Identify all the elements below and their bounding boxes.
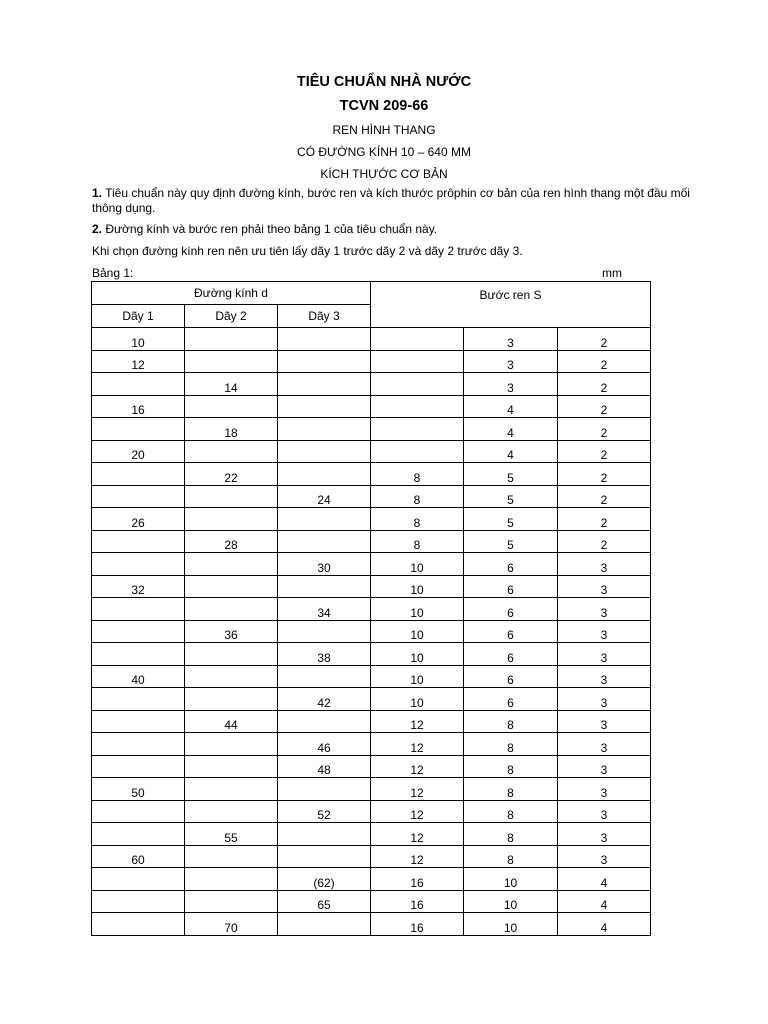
pitch-medium-cell: 6 bbox=[464, 665, 558, 688]
series-2-cell bbox=[185, 688, 278, 711]
series-2-cell bbox=[185, 553, 278, 576]
pitch-large-cell: 10 bbox=[371, 575, 464, 598]
series-1-cell bbox=[92, 485, 185, 508]
series-1-cell bbox=[92, 868, 185, 891]
table-row bbox=[92, 733, 651, 756]
series-2-cell bbox=[185, 350, 278, 373]
series-2-cell: 70 bbox=[185, 913, 278, 936]
table-row bbox=[92, 328, 651, 351]
pitch-small-cell: 3 bbox=[558, 688, 651, 711]
pitch-large-cell: 12 bbox=[371, 755, 464, 778]
subtitle-diameter-range: CÓ ĐƯỜNG KÍNH 10 – 640 MM bbox=[297, 145, 471, 159]
table-row bbox=[92, 508, 651, 531]
pitch-large-cell: 8 bbox=[371, 530, 464, 553]
paragraph-1-number: 1. bbox=[92, 186, 103, 200]
table-row bbox=[92, 778, 651, 801]
pitch-medium-cell: 8 bbox=[464, 800, 558, 823]
pitch-large-cell: 12 bbox=[371, 710, 464, 733]
pitch-large-cell: 8 bbox=[371, 508, 464, 531]
header-diameter: Đường kính d bbox=[92, 282, 371, 305]
pitch-small-cell: 3 bbox=[558, 755, 651, 778]
table-row bbox=[92, 418, 651, 441]
table-row bbox=[92, 890, 651, 913]
header-pitch: Bước ren S bbox=[371, 282, 651, 328]
series-3-cell: (62) bbox=[278, 868, 371, 891]
series-3-cell bbox=[278, 530, 371, 553]
pitch-large-cell: 16 bbox=[371, 890, 464, 913]
pitch-medium-cell: 8 bbox=[464, 778, 558, 801]
series-3-cell: 34 bbox=[278, 598, 371, 621]
series-2-cell bbox=[185, 778, 278, 801]
pitch-medium-cell: 10 bbox=[464, 890, 558, 913]
table-row bbox=[92, 710, 651, 733]
series-1-cell bbox=[92, 755, 185, 778]
series-1-cell bbox=[92, 553, 185, 576]
series-1-cell bbox=[92, 710, 185, 733]
table-row bbox=[92, 553, 651, 576]
pitch-small-cell: 2 bbox=[558, 373, 651, 396]
document-title: TIÊU CHUẨN NHÀ NƯỚC bbox=[296, 74, 472, 90]
pitch-medium-cell: 8 bbox=[464, 733, 558, 756]
pitch-large-cell: 12 bbox=[371, 778, 464, 801]
series-2-cell: 36 bbox=[185, 620, 278, 643]
series-3-cell: 30 bbox=[278, 553, 371, 576]
pitch-medium-cell: 5 bbox=[464, 530, 558, 553]
pitch-small-cell: 3 bbox=[558, 643, 651, 666]
series-3-cell bbox=[278, 845, 371, 868]
table-row bbox=[92, 485, 651, 508]
pitch-medium-cell: 6 bbox=[464, 575, 558, 598]
series-2-cell: 14 bbox=[185, 373, 278, 396]
series-2-cell bbox=[185, 733, 278, 756]
pitch-large-cell bbox=[371, 328, 464, 351]
pitch-medium-cell: 4 bbox=[464, 440, 558, 463]
table-row bbox=[92, 463, 651, 486]
pitch-small-cell: 3 bbox=[558, 800, 651, 823]
series-3-cell: 42 bbox=[278, 688, 371, 711]
series-3-cell bbox=[278, 823, 371, 846]
series-1-cell bbox=[92, 913, 185, 936]
pitch-small-cell: 2 bbox=[558, 530, 651, 553]
pitch-small-cell: 3 bbox=[558, 598, 651, 621]
series-1-cell: 26 bbox=[92, 508, 185, 531]
series-1-cell bbox=[92, 823, 185, 846]
table-row bbox=[92, 373, 651, 396]
pitch-small-cell: 3 bbox=[558, 778, 651, 801]
pitch-small-cell: 2 bbox=[558, 395, 651, 418]
series-1-cell bbox=[92, 463, 185, 486]
pitch-small-cell: 3 bbox=[558, 710, 651, 733]
series-1-cell: 40 bbox=[92, 665, 185, 688]
series-3-cell bbox=[278, 710, 371, 733]
series-2-cell bbox=[185, 328, 278, 351]
pitch-small-cell: 4 bbox=[558, 868, 651, 891]
series-3-cell bbox=[278, 395, 371, 418]
paragraph-1-text: Tiêu chuẩn này quy định đường kính, bước ren và kích thước prôphin cơ bản của ren hình thang một đầu mối thông dụng. bbox=[92, 186, 690, 215]
pitch-large-cell: 12 bbox=[371, 845, 464, 868]
series-3-cell: 48 bbox=[278, 755, 371, 778]
series-1-cell bbox=[92, 373, 185, 396]
table-body bbox=[92, 328, 651, 936]
pitch-large-cell bbox=[371, 418, 464, 441]
pitch-medium-cell: 8 bbox=[464, 755, 558, 778]
pitch-medium-cell: 5 bbox=[464, 463, 558, 486]
pitch-small-cell: 3 bbox=[558, 845, 651, 868]
pitch-small-cell: 3 bbox=[558, 823, 651, 846]
pitch-large-cell bbox=[371, 350, 464, 373]
table-row bbox=[92, 643, 651, 666]
pitch-medium-cell: 4 bbox=[464, 418, 558, 441]
pitch-large-cell bbox=[371, 395, 464, 418]
series-3-cell: 52 bbox=[278, 800, 371, 823]
series-2-cell bbox=[185, 395, 278, 418]
series-1-cell bbox=[92, 890, 185, 913]
pitch-medium-cell: 8 bbox=[464, 845, 558, 868]
pitch-small-cell: 3 bbox=[558, 620, 651, 643]
paragraph-2-text: Đường kính và bước ren phải theo bảng 1 của tiêu chuẩn này. bbox=[102, 222, 438, 236]
series-1-cell bbox=[92, 530, 185, 553]
pitch-small-cell: 2 bbox=[558, 508, 651, 531]
pitch-medium-cell: 6 bbox=[464, 688, 558, 711]
table-row bbox=[92, 823, 651, 846]
series-1-cell: 60 bbox=[92, 845, 185, 868]
pitch-large-cell: 16 bbox=[371, 868, 464, 891]
table-row bbox=[92, 598, 651, 621]
series-3-cell bbox=[278, 913, 371, 936]
table-row bbox=[92, 350, 651, 373]
series-2-cell: 55 bbox=[185, 823, 278, 846]
pitch-small-cell: 3 bbox=[558, 575, 651, 598]
series-1-cell bbox=[92, 733, 185, 756]
series-1-cell: 16 bbox=[92, 395, 185, 418]
table-row bbox=[92, 440, 651, 463]
subtitle-thread-type: REN HÌNH THANG bbox=[332, 123, 436, 137]
table-row bbox=[92, 688, 651, 711]
series-1-cell: 32 bbox=[92, 575, 185, 598]
pitch-large-cell: 8 bbox=[371, 485, 464, 508]
pitch-small-cell: 4 bbox=[558, 890, 651, 913]
pitch-medium-cell: 3 bbox=[464, 328, 558, 351]
series-2-cell bbox=[185, 598, 278, 621]
table-row bbox=[92, 395, 651, 418]
pitch-medium-cell: 6 bbox=[464, 620, 558, 643]
series-2-cell bbox=[185, 868, 278, 891]
pitch-large-cell: 10 bbox=[371, 598, 464, 621]
series-1-cell: 10 bbox=[92, 328, 185, 351]
paragraph-3: Khi chọn đường kính ren nên ưu tiên lấy dãy 1 trước dãy 2 và dãy 2 trước dãy 3. bbox=[92, 244, 523, 258]
series-1-cell bbox=[92, 598, 185, 621]
pitch-medium-cell: 6 bbox=[464, 598, 558, 621]
paragraph-2 bbox=[92, 222, 692, 237]
pitch-small-cell: 2 bbox=[558, 485, 651, 508]
series-1-cell bbox=[92, 418, 185, 441]
series-2-cell: 28 bbox=[185, 530, 278, 553]
series-2-cell bbox=[185, 440, 278, 463]
pitch-large-cell: 16 bbox=[371, 913, 464, 936]
pitch-large-cell: 12 bbox=[371, 733, 464, 756]
pitch-medium-cell: 8 bbox=[464, 823, 558, 846]
series-1-cell bbox=[92, 688, 185, 711]
table-row bbox=[92, 845, 651, 868]
pitch-large-cell: 12 bbox=[371, 800, 464, 823]
pitch-medium-cell: 4 bbox=[464, 395, 558, 418]
pitch-small-cell: 2 bbox=[558, 463, 651, 486]
thread-size-table bbox=[91, 281, 651, 936]
table-row bbox=[92, 800, 651, 823]
series-3-cell: 24 bbox=[278, 485, 371, 508]
table-unit: mm bbox=[602, 266, 622, 280]
pitch-medium-cell: 6 bbox=[464, 643, 558, 666]
series-1-cell: 12 bbox=[92, 350, 185, 373]
table-row bbox=[92, 620, 651, 643]
series-1-cell: 50 bbox=[92, 778, 185, 801]
series-3-cell bbox=[278, 575, 371, 598]
pitch-large-cell: 8 bbox=[371, 463, 464, 486]
table-row bbox=[92, 665, 651, 688]
header-series-3: Dãy 3 bbox=[278, 305, 371, 328]
standard-code: TCVN 209-66 bbox=[339, 98, 429, 114]
pitch-medium-cell: 5 bbox=[464, 485, 558, 508]
series-1-cell bbox=[92, 620, 185, 643]
series-2-cell: 22 bbox=[185, 463, 278, 486]
series-2-cell bbox=[185, 890, 278, 913]
pitch-medium-cell: 10 bbox=[464, 913, 558, 936]
series-3-cell bbox=[278, 620, 371, 643]
pitch-small-cell: 3 bbox=[558, 553, 651, 576]
table-row bbox=[92, 530, 651, 553]
table-caption: Bảng 1: bbox=[92, 266, 134, 280]
pitch-large-cell bbox=[371, 373, 464, 396]
subtitle-basic-dimensions: KÍCH THƯỚC CƠ BẢN bbox=[320, 167, 448, 181]
series-3-cell bbox=[278, 418, 371, 441]
pitch-large-cell bbox=[371, 440, 464, 463]
pitch-small-cell: 3 bbox=[558, 665, 651, 688]
pitch-small-cell: 2 bbox=[558, 350, 651, 373]
series-2-cell bbox=[185, 845, 278, 868]
pitch-large-cell: 10 bbox=[371, 620, 464, 643]
series-2-cell bbox=[185, 508, 278, 531]
pitch-medium-cell: 3 bbox=[464, 373, 558, 396]
pitch-large-cell: 10 bbox=[371, 553, 464, 576]
pitch-large-cell: 12 bbox=[371, 823, 464, 846]
series-3-cell: 38 bbox=[278, 643, 371, 666]
pitch-small-cell: 2 bbox=[558, 440, 651, 463]
pitch-large-cell: 10 bbox=[371, 643, 464, 666]
pitch-large-cell: 10 bbox=[371, 688, 464, 711]
series-3-cell bbox=[278, 508, 371, 531]
paragraph-1 bbox=[92, 186, 692, 215]
table-row bbox=[92, 913, 651, 936]
pitch-large-cell: 10 bbox=[371, 665, 464, 688]
series-3-cell: 65 bbox=[278, 890, 371, 913]
series-3-cell bbox=[278, 778, 371, 801]
series-3-cell bbox=[278, 440, 371, 463]
pitch-small-cell: 4 bbox=[558, 913, 651, 936]
pitch-small-cell: 2 bbox=[558, 418, 651, 441]
series-3-cell bbox=[278, 373, 371, 396]
series-2-cell bbox=[185, 800, 278, 823]
pitch-small-cell: 3 bbox=[558, 733, 651, 756]
paragraph-2-number: 2. bbox=[92, 222, 103, 236]
table-row bbox=[92, 755, 651, 778]
header-series-2: Dãy 2 bbox=[185, 305, 278, 328]
series-3-cell bbox=[278, 463, 371, 486]
pitch-small-cell: 2 bbox=[558, 328, 651, 351]
pitch-medium-cell: 6 bbox=[464, 553, 558, 576]
series-2-cell bbox=[185, 755, 278, 778]
series-3-cell bbox=[278, 350, 371, 373]
series-2-cell: 18 bbox=[185, 418, 278, 441]
series-3-cell bbox=[278, 665, 371, 688]
series-3-cell: 46 bbox=[278, 733, 371, 756]
pitch-medium-cell: 5 bbox=[464, 508, 558, 531]
header-series-1: Dãy 1 bbox=[92, 305, 185, 328]
series-2-cell bbox=[185, 643, 278, 666]
pitch-medium-cell: 10 bbox=[464, 868, 558, 891]
series-1-cell bbox=[92, 643, 185, 666]
series-2-cell bbox=[185, 575, 278, 598]
series-1-cell bbox=[92, 800, 185, 823]
series-1-cell: 20 bbox=[92, 440, 185, 463]
series-2-cell: 44 bbox=[185, 710, 278, 733]
table-row bbox=[92, 575, 651, 598]
pitch-medium-cell: 3 bbox=[464, 350, 558, 373]
pitch-medium-cell: 8 bbox=[464, 710, 558, 733]
table-row bbox=[92, 868, 651, 891]
series-2-cell bbox=[185, 485, 278, 508]
series-2-cell bbox=[185, 665, 278, 688]
series-3-cell bbox=[278, 328, 371, 351]
